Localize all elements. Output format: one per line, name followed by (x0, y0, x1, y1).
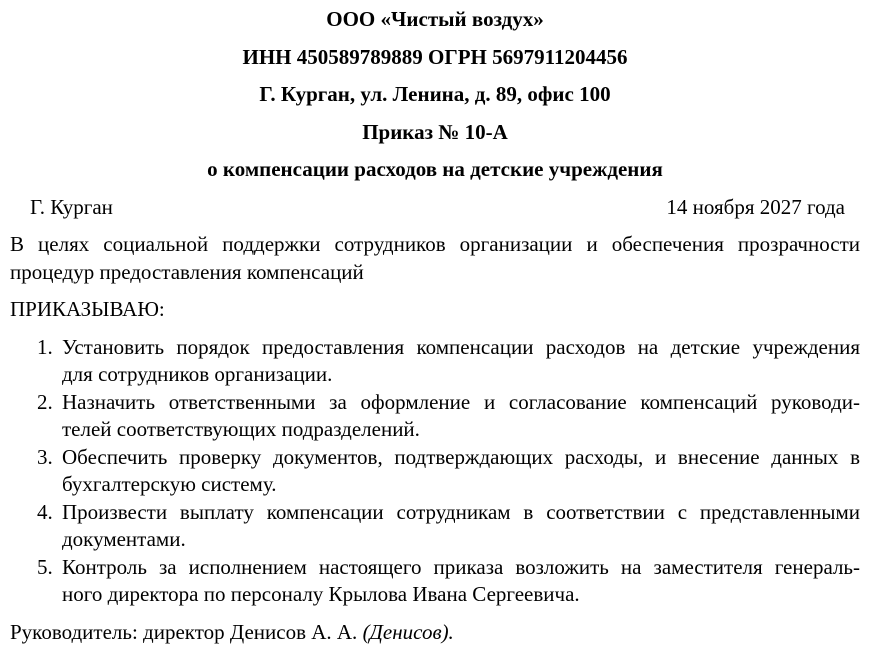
city-date-row (10, 194, 860, 222)
signature-line (10, 619, 860, 647)
list-item-text: телей соответствующих подразделений. (62, 417, 420, 441)
list-item-number: 4. (37, 499, 53, 524)
signature-handwritten: (Денисов). (362, 619, 454, 644)
document-city: Г. Курган (30, 194, 113, 219)
list-item (10, 334, 860, 389)
preamble-line-1: В целях социальной поддержки сотрудников организации и обеспечения прозрачности (10, 232, 860, 256)
list-item-number: 2. (37, 389, 53, 414)
list-item (10, 389, 860, 444)
list-item-number: 1. (37, 334, 53, 359)
preamble-line-2: процедур предоставления компенсаций (10, 259, 364, 284)
list-item-text: Контроль за исполнением настоящего приказа возложить на заместителя генераль- (62, 554, 860, 579)
order-subject: о компенсации расходов на детские учреждения (207, 157, 663, 181)
list-item-text: документами. (62, 527, 186, 551)
directive-word: ПРИКАЗЫВАЮ: (10, 297, 165, 321)
list-item-number: 3. (37, 444, 53, 469)
order-items-list (10, 334, 860, 609)
list-item-text: Обеспечить проверку документов, подтверждающих расходы, и внесение данных в (62, 444, 860, 469)
company-name: ООО «Чистый воздух» (326, 7, 544, 31)
list-item-text: ного директора по персоналу Крылова Ивана Сергеевича. (62, 582, 580, 606)
company-address: Г. Курган, ул. Ленина, д. 89, офис 100 (259, 82, 611, 106)
list-item-text: Установить порядок предоставления компенсации расходов на детские учреждения (62, 334, 860, 359)
preamble (10, 231, 860, 286)
signature-text: Руководитель: директор Денисов А. А. (10, 619, 358, 644)
company-requisites: ИНН 450589789889 ОГРН 5697911204456 (242, 44, 628, 69)
list-item-text: Назначить ответственными за оформление и согласование компенсаций руководи- (62, 389, 860, 414)
list-item-text: бухгалтерскую систему. (62, 472, 277, 496)
list-item (10, 444, 860, 499)
list-item-number: 5. (37, 554, 53, 579)
list-item (10, 499, 860, 554)
order-title: Приказ № 10-А (362, 119, 508, 144)
list-item-text: для сотрудников организации. (62, 362, 333, 386)
list-item (10, 554, 860, 609)
list-item-text: Произвести выплату компенсации сотрудникам в соответствии с представленными (62, 499, 860, 524)
document-date: 14 ноября 2027 года (666, 194, 845, 219)
